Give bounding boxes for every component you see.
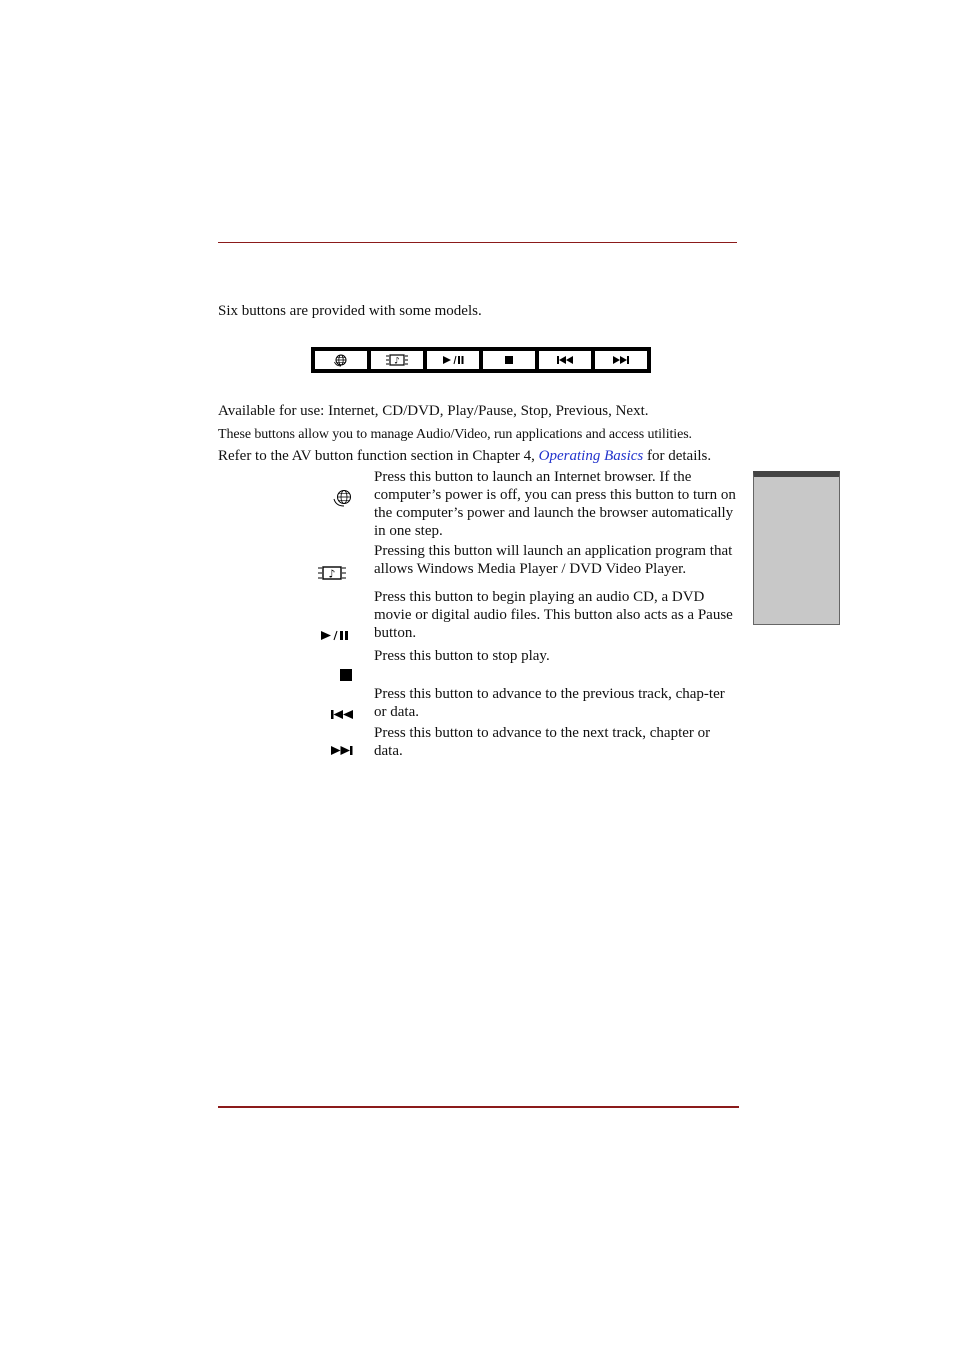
refer-prefix: Refer to the AV button function section in Chapter 4, bbox=[218, 448, 539, 464]
previous-track-icon bbox=[330, 709, 354, 720]
internet-description: Press this button to launch an Internet browser. If the computer’s power is off, you can press this button to turn on the computer’s power and launch the browser automatically in one step. bbox=[374, 469, 736, 539]
refer-suffix: for details. bbox=[643, 448, 712, 464]
next-track-icon bbox=[330, 745, 354, 756]
svg-text:♪: ♪ bbox=[328, 567, 336, 581]
previous-description: Press this button to advance to the previous track, chap-ter or data. bbox=[374, 686, 725, 720]
media-player-icon bbox=[318, 565, 346, 581]
av-button-bar bbox=[311, 347, 651, 373]
intro-text: Six buttons are provided with some models. bbox=[218, 303, 482, 319]
refer-text bbox=[218, 447, 711, 465]
media-player-icon bbox=[386, 354, 408, 366]
next-track-icon bbox=[612, 355, 630, 365]
footer-rule bbox=[218, 1106, 739, 1108]
bar-button-stop[interactable] bbox=[482, 350, 536, 370]
next-description: Press this button to advance to the next track, chapter or data. bbox=[374, 725, 711, 759]
operating-basics-link[interactable]: Operating Basics bbox=[538, 448, 644, 464]
bar-button-play-pause[interactable] bbox=[426, 350, 480, 370]
bar-button-internet[interactable] bbox=[314, 350, 368, 370]
globe-icon bbox=[332, 488, 354, 508]
play-pause-description: Press this button to begin playing an audio CD, a DVD movie or digital audio files. This button also acts as a Pause button. bbox=[374, 589, 733, 641]
bar-button-cddvd[interactable] bbox=[370, 350, 424, 370]
svg-text:♪: ♪ bbox=[394, 356, 400, 366]
header-rule bbox=[218, 242, 737, 243]
play-pause-icon bbox=[442, 355, 464, 365]
cddvd-description: Pressing this button will launch an application program that allows Windows Media Player / DVD Video Player. bbox=[374, 543, 733, 577]
previous-track-icon bbox=[556, 355, 574, 365]
bar-button-next[interactable] bbox=[594, 350, 648, 370]
manage-text: These buttons allow you to manage Audio/Video, run applications and access utilities. bbox=[218, 427, 692, 442]
stop-description: Press this button to stop play. bbox=[374, 648, 550, 664]
available-buttons-text: Available for use: Internet, CD/DVD, Play/Pause, Stop, Previous, Next. bbox=[218, 403, 649, 419]
play-pause-icon bbox=[320, 630, 350, 641]
globe-icon bbox=[333, 353, 349, 367]
stop-icon bbox=[339, 668, 353, 682]
bar-button-previous[interactable] bbox=[538, 350, 592, 370]
stop-icon bbox=[504, 355, 514, 365]
chapter-side-tab bbox=[753, 471, 840, 625]
